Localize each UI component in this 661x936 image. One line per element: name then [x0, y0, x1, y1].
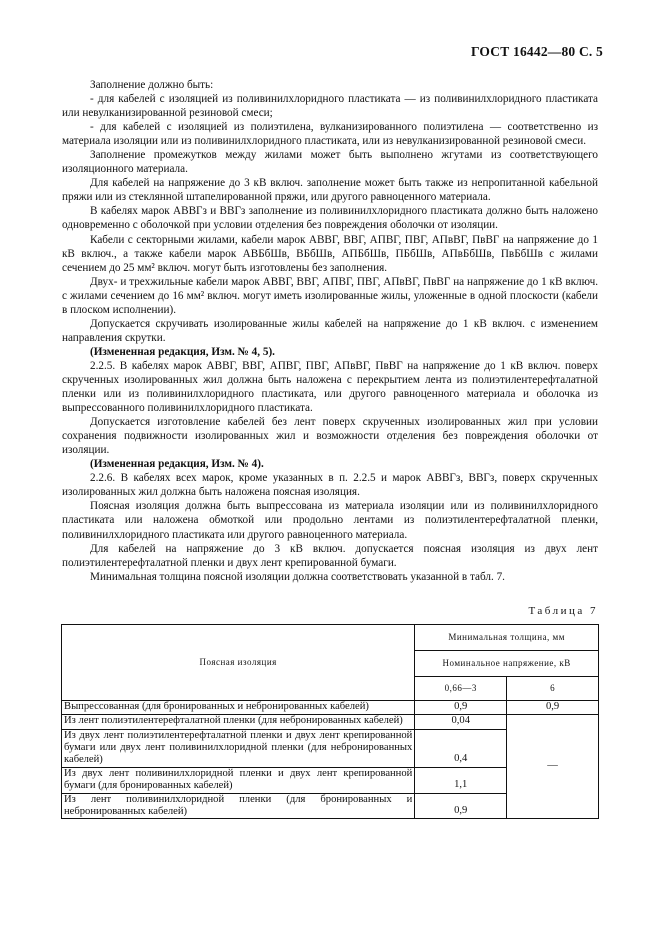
paragraph: 2.2.5. В кабелях марок АВВГ, ВВГ, АПВГ, ПВГ, АПвВГ, ПвВГ на напряжение до 1 кВ включ. поверх скрученных изолированных жил должна быть наложена с перекрытием лента из полиэтилентерефталатной пленки или из поливинилхлоридного пластиката, или другого равноценного материала и оболочка из выпрессованного поливинилхлоридного пластиката.: [62, 359, 598, 415]
column-header-min-thickness: Минимальная толщина, мм: [415, 624, 599, 650]
table-row-label: Выпрессованная (для бронированных и небронированных кабелей): [62, 700, 415, 714]
table-cell-dash: —: [507, 715, 599, 819]
table-cell-value: 0,9: [415, 700, 507, 714]
table-row-label: Из двух лент поливинилхлоридной пленки и двух лент крепированной бумаги (для бронированных кабелей): [62, 767, 415, 793]
paragraph: - для кабелей с изоляцией из поливинилхлоридного пластиката — из поливинилхлоридного пластиката или невулканизированной резиновой смеси;: [62, 93, 598, 120]
table-cell-value: 0,4: [415, 729, 507, 767]
paragraph: Для кабелей на напряжение до 3 кВ включ. заполнение может быть также из непропитанной кабельной пряжи или из стеклянной штапелированной пряжи, или другого равноценного материала.: [62, 177, 598, 204]
paragraph: Для кабелей на напряжение до 3 кВ включ. допускается поясная изоляция из двух лент полиэтилентерефталатной пленки и двух лент крепированной бумаги.: [62, 542, 598, 569]
paragraph: Кабели с секторными жилами, кабели марок АВВГ, ВВГ, АПВГ, ПВГ, АПвВГ, ПвВГ на напряжение до 1 кВ включ., а также кабели марок АВБбШв, ВБбШв, АПБбШв, ПБбШв, АПвБбШв, ПвБбШв с жилами сечением до 25 мм² включ. могут быть изготовлены без заполнения.: [62, 233, 598, 274]
paragraph: 2.2.6. В кабелях всех марок, кроме указанных в п. 2.2.5 и марок АВВГз, ВВГз, поверх скрученных изолированных жил должна быть наложена поясная изоляция.: [62, 472, 598, 499]
paragraph: Поясная изоляция должна быть выпрессована из материала изоляции или из поливинилхлоридного пластиката или наложена обмоткой или продольно лентами из полиэтилентерефталатной пленки, поливинилхлоридного пластиката или другого равноценного материала.: [62, 500, 598, 541]
table-row-label: Из лент полиэтилентерефталатной пленки (для небронированных кабелей): [62, 715, 415, 729]
table-caption: Таблица 7: [528, 604, 598, 617]
paragraph: Заполнение промежутков между жилами может быть выполнено жгутами из соответствующего изоляционного материала.: [62, 149, 598, 176]
column-header-voltage: Номинальное напряжение, кВ: [415, 650, 599, 676]
paragraph: Допускается изготовление кабелей без лент поверх скрученных изолированных жил при условии сохранения подвижности изолированных жил и возможности отделения без повреждения оболочки от изоляции.: [62, 416, 598, 457]
paragraph: В кабелях марок АВВГз и ВВГз заполнение из поливинилхлоридного пластиката должно быть наложено одновременно с оболочкой при условии отделения без повреждения оболочки от изоляции.: [62, 205, 598, 232]
table-cell-value: 1,1: [415, 767, 507, 793]
page-header: ГОСТ 16442—80 С. 5: [470, 44, 603, 59]
paragraph: Двух- и трехжильные кабели марок АВВГ, ВВГ, АПВГ, ПВГ, АПвВГ, ПвВГ на напряжение до 1 кВ включ. с жилами сечением до 16 мм² включ. могут иметь изолированные жилы, уложенные в одной плоскости (кабели в плоском исполнении).: [62, 275, 598, 316]
table-row-label: Из лент поливинилхлоридной пленки (для бронированных и небронированных кабелей): [62, 793, 415, 819]
table-cell-value: 0,9: [507, 700, 599, 714]
document-body: [62, 78, 598, 819]
revision-note: (Измененная редакция, Изм. № 4, 5).: [90, 345, 275, 358]
paragraph: Минимальная толщина поясной изоляции должна соответствовать указанной в табл. 7.: [90, 570, 505, 583]
column-header-insulation: Поясная изоляция: [62, 624, 415, 700]
insulation-thickness-table: [61, 624, 599, 820]
column-header-voltage-2: 6: [507, 676, 599, 700]
column-header-voltage-1: 0,66—3: [415, 676, 507, 700]
paragraph: - для кабелей с изоляцией из полиэтилена, вулканизированного полиэтилена — соответственно из материала изоляции или из поливинилхлоридного пластиката, или из невулканизированной резиновой смеси.: [62, 121, 598, 148]
table-row-label: Из двух лент полиэтилентерефталатной пленки и двух лент крепированной бумаги или двух лент поливинилхлоридной пленки (для небронированных кабелей): [62, 729, 415, 767]
paragraph: Допускается скручивать изолированные жилы кабелей на напряжение до 1 кВ включ. с изменением направления скрутки.: [62, 317, 598, 344]
paragraph: Заполнение должно быть:: [90, 79, 214, 91]
table-cell-value: 0,04: [415, 715, 507, 729]
revision-note: (Измененная редакция, Изм. № 4).: [90, 458, 264, 471]
table-cell-value: 0,9: [415, 793, 507, 819]
